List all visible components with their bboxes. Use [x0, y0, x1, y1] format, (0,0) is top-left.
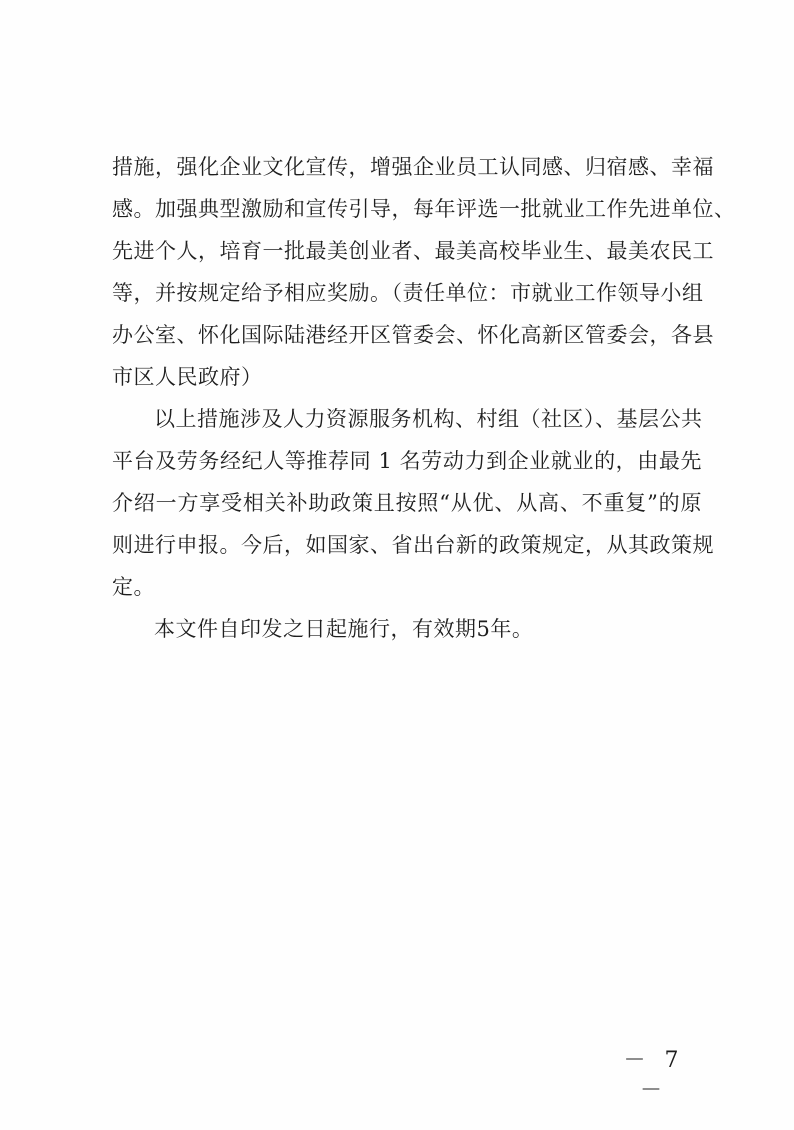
text-line: 介绍一方享受相关补助政策且按照“从优、从高、不重复”的原 — [112, 491, 702, 515]
text-line: 先进个人，培育一批最美创业者、最美高校毕业生、最美农民工 — [112, 239, 714, 263]
text-line: 办公室、怀化国际陆港经开区管委会、怀化高新区管委会，各县 — [112, 323, 714, 347]
text-line: 定。 — [112, 575, 155, 599]
text-line: 平台及劳务经纪人等推荐同 1 名劳动力到企业就业的，由最先 — [112, 449, 702, 473]
paragraph-1 — [112, 146, 736, 398]
document-body — [112, 146, 736, 650]
text-line: 感。加强典型激励和宣传引导，每年评选一批就业工作先进单位、 — [112, 197, 736, 221]
text-line: 以上措施涉及人力资源服务机构、村组（社区）、基层公共 — [154, 407, 703, 431]
page-number: － 7 － — [623, 1048, 685, 1103]
text-line: 措施，强化企业文化宣传，增强企业员工认同感、归宿感、幸福 — [112, 155, 714, 179]
paragraph-2 — [112, 398, 714, 608]
text-line: 则进行申报。今后，如国家、省出台新的政策规定，从其政策规 — [112, 533, 714, 557]
text-line: 市区人民政府） — [112, 365, 263, 389]
text-line: 本文件自印发之日起施行，有效期5年。 — [154, 617, 534, 641]
paragraph-3 — [112, 608, 702, 650]
text-line: 等，并按规定给予相应奖励。（责任单位：市就业工作领导小组 — [112, 281, 704, 305]
